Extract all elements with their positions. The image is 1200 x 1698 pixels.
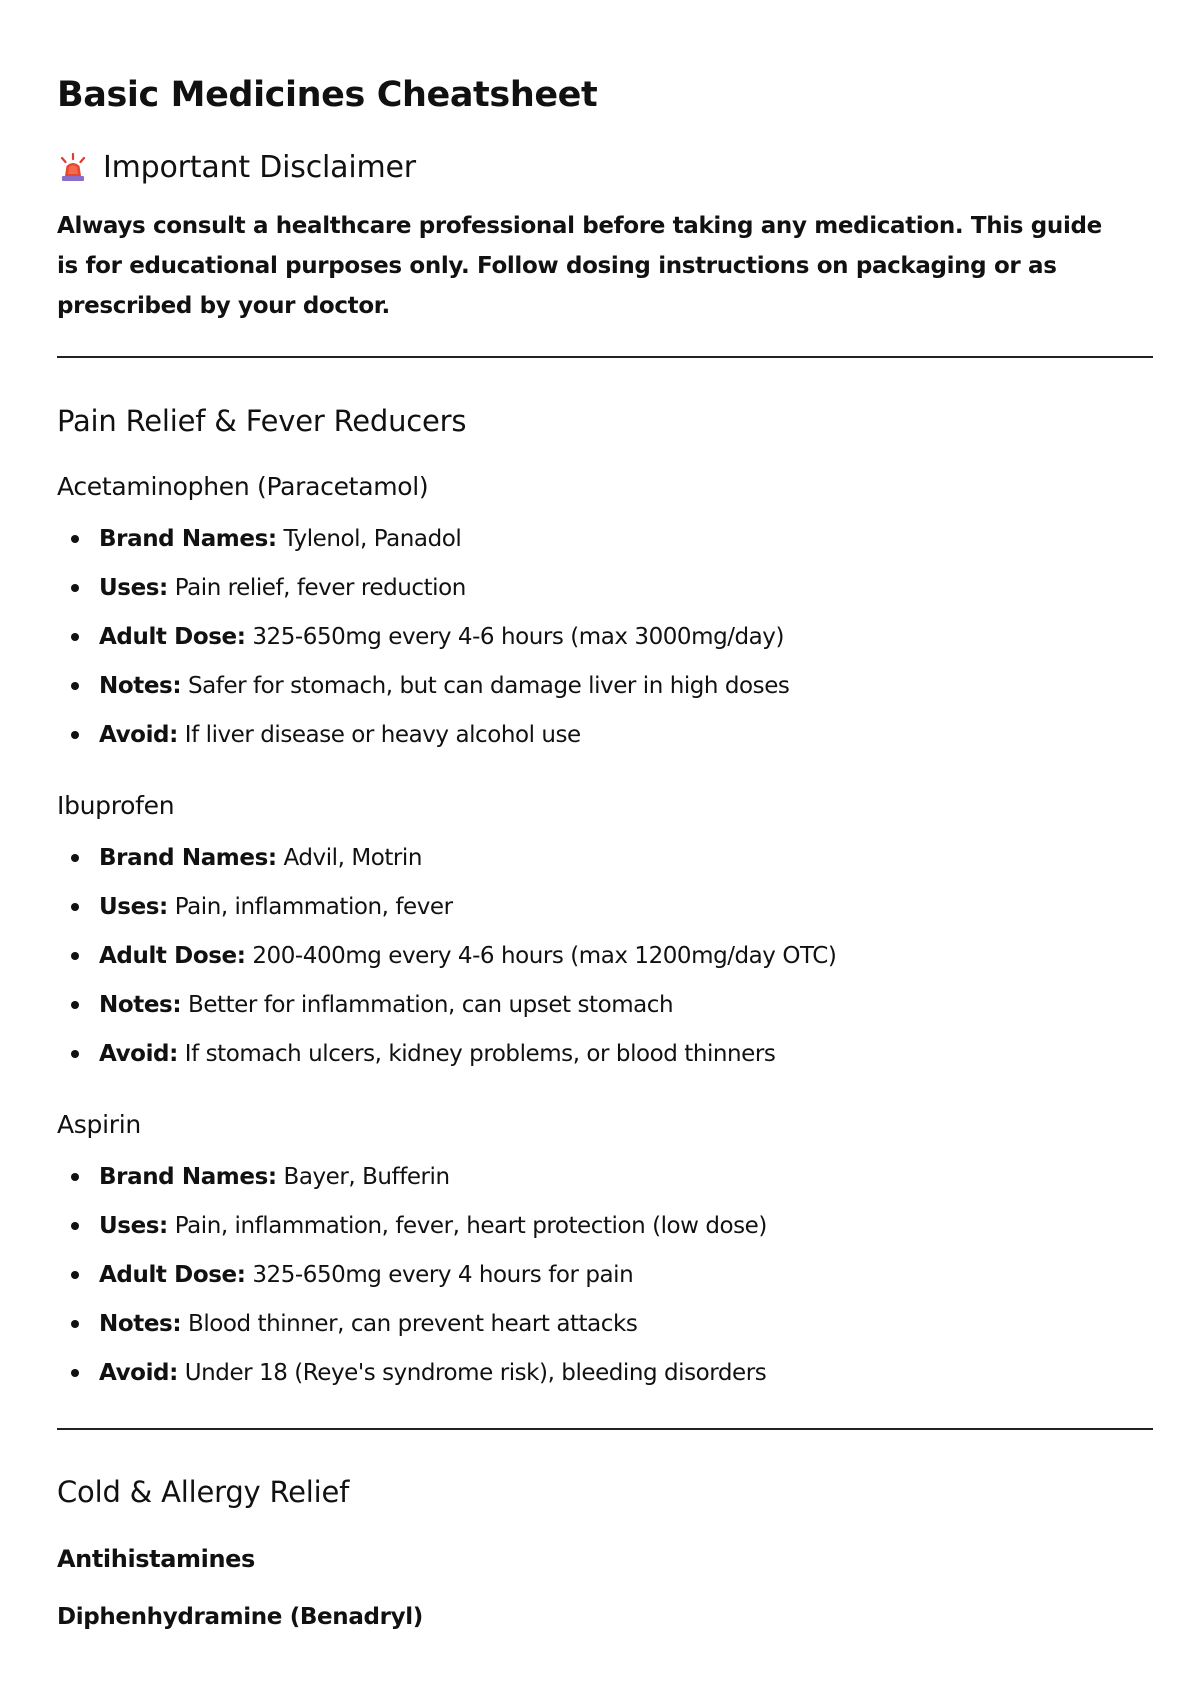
fact-label: Notes: [99, 673, 182, 699]
disclaimer-heading [57, 146, 416, 190]
fact-label: Brand Names: [99, 845, 277, 871]
bullet [71, 1001, 79, 1009]
fact-value: If stomach ulcers, kidney problems, or blood thinners [177, 1041, 776, 1067]
bullet [71, 584, 79, 592]
fact-label: Brand Names: [99, 526, 277, 552]
bullet [71, 1320, 79, 1328]
fact-label: Uses: [99, 575, 168, 601]
list-item [57, 889, 836, 938]
list-item [57, 1208, 767, 1257]
fact-value: Advil, Motrin [276, 845, 422, 871]
list-item [57, 987, 836, 1036]
list-item [57, 938, 836, 987]
ibuprofen-facts-list [57, 840, 836, 1085]
section-heading-cold-allergy: Cold & Allergy Relief [57, 1475, 350, 1509]
section-divider [57, 356, 1153, 358]
bullet [71, 854, 79, 862]
list-item [57, 1159, 767, 1208]
acetaminophen-facts-list [57, 521, 789, 766]
disclaimer-heading-text: Important Disclaimer [103, 150, 416, 185]
fact-value: If liver disease or heavy alcohol use [177, 722, 581, 748]
list-item [57, 1355, 767, 1404]
fact-label: Notes: [99, 992, 182, 1018]
fact-label: Avoid: [99, 1041, 178, 1067]
drug-heading-ibuprofen: Ibuprofen [57, 791, 175, 820]
fact-value: Under 18 (Reye's syndrome risk), bleeding disorders [177, 1360, 767, 1386]
bullet [71, 1173, 79, 1181]
bullet [71, 682, 79, 690]
siren-icon [57, 152, 89, 184]
section-heading-pain-relief: Pain Relief & Fever Reducers [57, 404, 467, 438]
fact-label: Uses: [99, 1213, 168, 1239]
fact-value: Bayer, Bufferin [276, 1164, 450, 1190]
drug-heading-acetaminophen: Acetaminophen (Paracetamol) [57, 472, 429, 501]
bullet [71, 952, 79, 960]
bullet [71, 1222, 79, 1230]
fact-label: Avoid: [99, 1360, 178, 1386]
drug-heading-aspirin: Aspirin [57, 1110, 141, 1139]
list-item [57, 1036, 836, 1085]
bullet [71, 1271, 79, 1279]
fact-label: Uses: [99, 894, 168, 920]
bullet [71, 731, 79, 739]
fact-value: Blood thinner, can prevent heart attacks [181, 1311, 638, 1337]
list-item [57, 668, 789, 717]
fact-value: 325-650mg every 4-6 hours (max 3000mg/day) [245, 624, 784, 650]
fact-value: Better for inflammation, can upset stomach [181, 992, 674, 1018]
page-title: Basic Medicines Cheatsheet [57, 75, 598, 115]
bullet [71, 633, 79, 641]
list-item [57, 717, 789, 766]
bullet [71, 1369, 79, 1377]
bullet [71, 535, 79, 543]
fact-label: Notes: [99, 1311, 182, 1337]
fact-value: Pain, inflammation, fever [167, 894, 453, 920]
drug-heading-diphenhydramine: Diphenhydramine (Benadryl) [57, 1604, 423, 1630]
fact-value: Pain relief, fever reduction [167, 575, 466, 601]
section-divider [57, 1428, 1153, 1430]
fact-label: Brand Names: [99, 1164, 277, 1190]
bullet [71, 1050, 79, 1058]
fact-label: Adult Dose: [99, 1262, 246, 1288]
disclaimer-text: Always consult a healthcare professional before taking any medication. This guide is for educational purposes only. Follow dosing instructions on packaging or as prescribed by your doctor. [57, 213, 1102, 319]
fact-label: Avoid: [99, 722, 178, 748]
aspirin-facts-list [57, 1159, 767, 1404]
fact-value: Safer for stomach, but can damage liver in high doses [181, 673, 790, 699]
list-item [57, 619, 789, 668]
fact-value: 325-650mg every 4 hours for pain [245, 1262, 634, 1288]
fact-value: Tylenol, Panadol [276, 526, 462, 552]
list-item [57, 840, 836, 889]
bullet [71, 903, 79, 911]
fact-label: Adult Dose: [99, 943, 246, 969]
fact-value: 200-400mg every 4-6 hours (max 1200mg/day OTC) [245, 943, 837, 969]
list-item [57, 1306, 767, 1355]
list-item [57, 1257, 767, 1306]
list-item [57, 521, 789, 570]
fact-label: Adult Dose: [99, 624, 246, 650]
fact-value: Pain, inflammation, fever, heart protection (low dose) [167, 1213, 767, 1239]
list-item [57, 570, 789, 619]
subheading-antihistamines: Antihistamines [57, 1545, 255, 1573]
